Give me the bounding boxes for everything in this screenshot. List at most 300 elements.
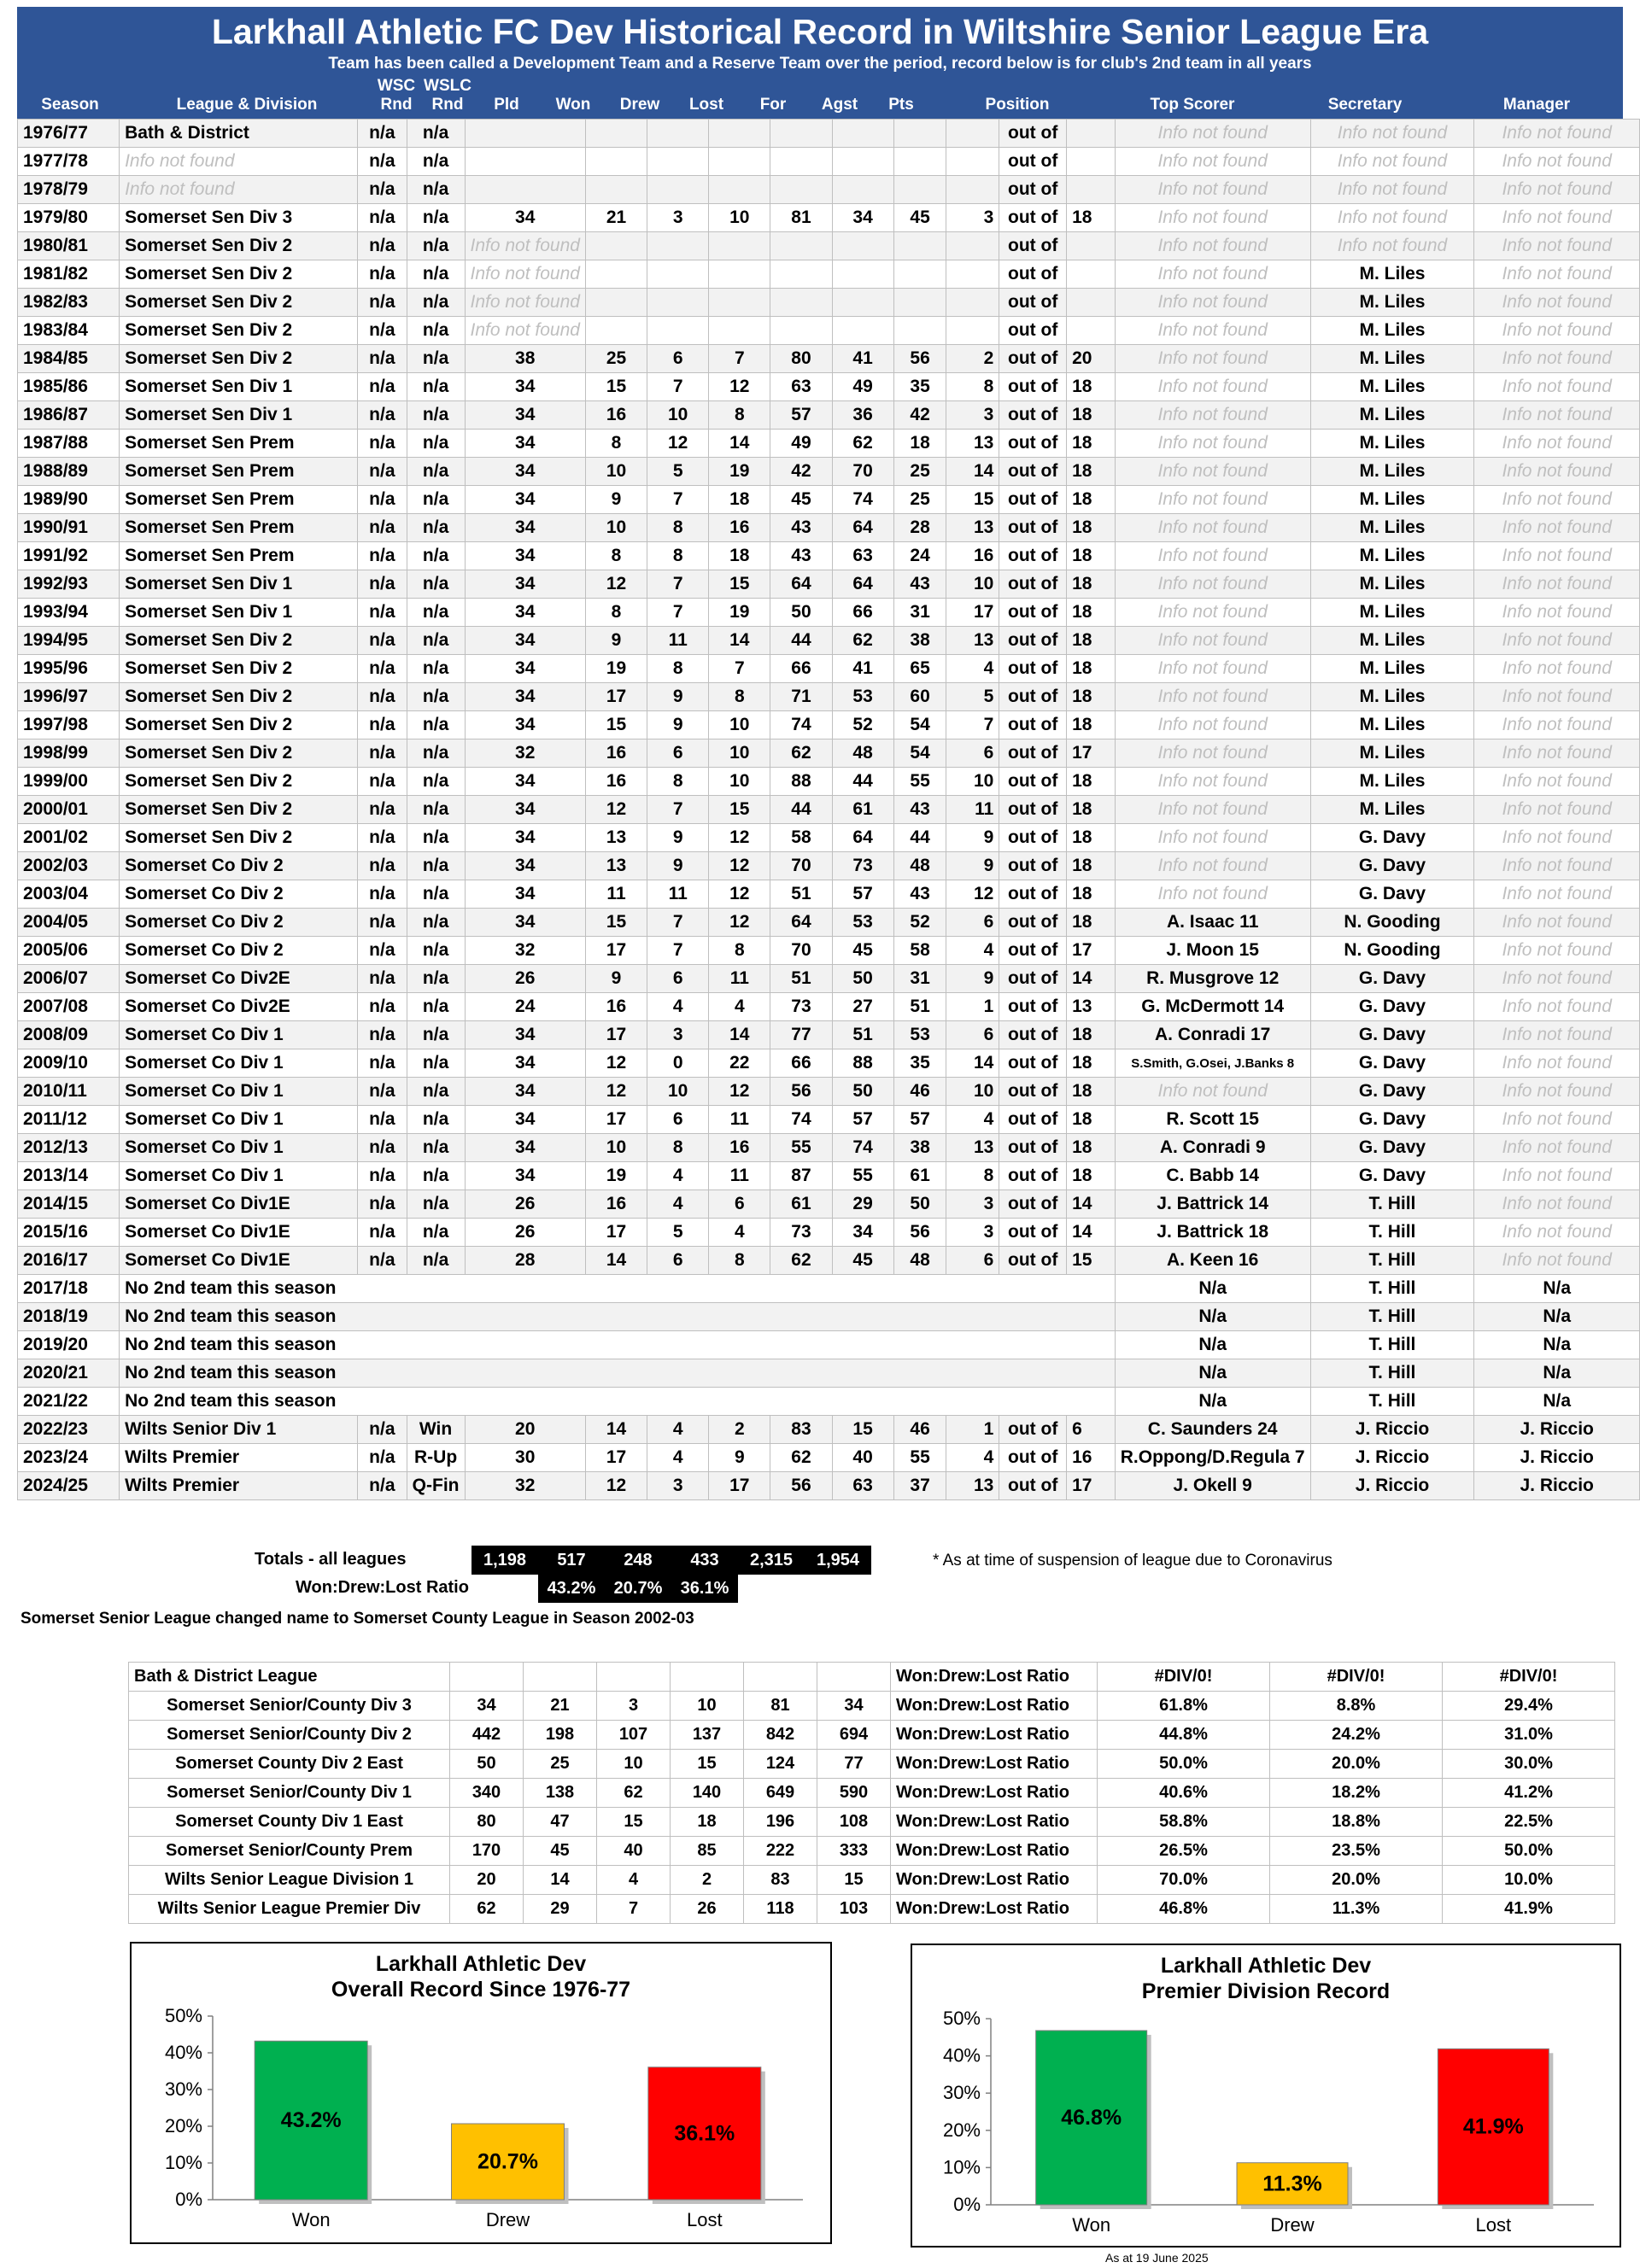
table-cell: 140: [671, 1779, 744, 1808]
table-cell: Somerset Co Div 1: [120, 1021, 358, 1049]
table-cell: 3: [647, 204, 709, 232]
table-cell: 62: [450, 1895, 524, 1924]
col-lost: Lost: [688, 96, 724, 114]
table-cell: 56: [770, 1472, 832, 1500]
table-cell: T. Hill: [1310, 1359, 1474, 1388]
table-cell: 14: [1067, 1190, 1116, 1219]
table-cell: n/a: [407, 1247, 465, 1275]
table-cell: [585, 148, 647, 176]
table-cell: 3: [946, 401, 999, 430]
table-cell: n/a: [407, 796, 465, 824]
table-cell: 9: [585, 486, 647, 514]
table-cell: N. Gooding: [1310, 937, 1474, 965]
table-cell: 0: [647, 1049, 709, 1078]
table-cell: Won:Drew:Lost Ratio: [891, 1866, 1098, 1895]
table-cell: [585, 176, 647, 204]
col-wsc: WSC: [377, 77, 416, 95]
col-league: League & Division: [176, 96, 318, 114]
table-cell: n/a: [358, 1219, 407, 1247]
table-cell: out of: [999, 401, 1067, 430]
chart1-plot: [132, 1944, 830, 2242]
table-cell: [893, 317, 946, 345]
table-cell: Somerset Sen Prem: [120, 542, 358, 570]
table-cell: 12: [585, 1472, 647, 1500]
col-secretary: Secretary: [1327, 96, 1403, 114]
table-cell: 37: [893, 1472, 946, 1500]
table-cell: 222: [744, 1837, 817, 1866]
table-row: [18, 204, 1640, 232]
x-tick-label: Won: [1072, 2214, 1111, 2236]
table-cell: 137: [671, 1721, 744, 1750]
table-cell: 2016/17: [18, 1247, 120, 1275]
table-row: [18, 373, 1640, 401]
table-cell: n/a: [407, 458, 465, 486]
bar-value-label: 43.2%: [280, 2108, 342, 2133]
totals-won: 517: [538, 1546, 605, 1575]
table-row: [18, 1472, 1640, 1500]
table-cell: Won:Drew:Lost Ratio: [891, 1808, 1098, 1837]
table-cell: T. Hill: [1310, 1388, 1474, 1416]
table-cell: 340: [450, 1779, 524, 1808]
table-cell: 83: [770, 1416, 832, 1444]
page-title: Larkhall Athletic FC Dev Historical Record in Wiltshire Senior League Era: [211, 12, 1429, 51]
table-cell: 41: [832, 655, 893, 683]
table-cell: n/a: [407, 514, 465, 542]
table-cell: 18: [1067, 711, 1116, 739]
table-cell: Info not found: [1474, 232, 1640, 260]
table-cell: 50: [832, 965, 893, 993]
bar-value-label: 20.7%: [477, 2149, 538, 2174]
table-cell: 12: [709, 880, 770, 909]
table-cell: 18: [1067, 1134, 1116, 1162]
table-cell: out of: [999, 768, 1067, 796]
table-cell: 12: [946, 880, 999, 909]
table-cell: 12: [709, 1078, 770, 1106]
table-cell: 26.5%: [1098, 1837, 1270, 1866]
table-cell: 17: [585, 937, 647, 965]
table-cell: n/a: [358, 1162, 407, 1190]
table-cell: 70: [770, 852, 832, 880]
table-cell: 15: [709, 796, 770, 824]
table-cell: 7: [647, 937, 709, 965]
table-cell: 7: [647, 796, 709, 824]
table-cell: n/a: [358, 1416, 407, 1444]
table-cell: 2002/03: [18, 852, 120, 880]
table-cell: n/a: [407, 570, 465, 599]
table-cell: 22: [709, 1049, 770, 1078]
table-cell: Info not found: [1474, 176, 1640, 204]
table-cell: n/a: [407, 824, 465, 852]
table-cell: 6: [647, 965, 709, 993]
table-cell: 44: [832, 768, 893, 796]
table-cell: 35: [893, 1049, 946, 1078]
table-cell: 2018/19: [18, 1303, 120, 1331]
table-cell: 18: [1067, 796, 1116, 824]
table-cell: G. Davy: [1310, 1106, 1474, 1134]
table-cell: 61.8%: [1098, 1692, 1270, 1721]
table-row: [18, 599, 1640, 627]
table-cell: 44: [770, 796, 832, 824]
table-cell: M. Liles: [1310, 373, 1474, 401]
ratio-label: Won:Drew:Lost Ratio: [296, 1578, 469, 1597]
table-cell: 6: [1067, 1416, 1116, 1444]
table-cell: 57: [770, 401, 832, 430]
table-cell: [647, 317, 709, 345]
table-row: [18, 1247, 1640, 1275]
table-cell: Info not found: [1474, 1021, 1640, 1049]
table-cell: out of: [999, 937, 1067, 965]
table-cell: n/a: [358, 232, 407, 260]
table-cell: 62: [597, 1779, 671, 1808]
table-cell: 60: [893, 683, 946, 711]
table-cell: 25: [585, 345, 647, 373]
table-cell: 9: [585, 627, 647, 655]
table-cell: Won:Drew:Lost Ratio: [891, 1837, 1098, 1866]
chart1-subtitle: Overall Record Since 1976-77: [331, 1978, 631, 2002]
table-cell: Info not found: [1115, 289, 1310, 317]
table-cell: n/a: [407, 176, 465, 204]
table-cell: 65: [893, 655, 946, 683]
table-row: [18, 317, 1640, 345]
table-cell: G. McDermott 14: [1115, 993, 1310, 1021]
table-cell: 1991/92: [18, 542, 120, 570]
table-cell: 26: [465, 1219, 585, 1247]
table-cell: out of: [999, 993, 1067, 1021]
table-cell: n/a: [358, 1078, 407, 1106]
table-cell: Info not found: [1474, 599, 1640, 627]
table-cell: Somerset Sen Div 3: [120, 204, 358, 232]
table-cell: 14: [709, 627, 770, 655]
table-cell: 18: [1067, 430, 1116, 458]
table-cell: n/a: [407, 937, 465, 965]
table-cell: 41: [832, 345, 893, 373]
table-cell: 53: [893, 1021, 946, 1049]
table-cell: 36: [832, 401, 893, 430]
table-cell: Info not found: [1474, 289, 1640, 317]
table-cell: 11: [647, 627, 709, 655]
table-cell: 1994/95: [18, 627, 120, 655]
table-cell: Wilts Senior League Premier Div: [129, 1895, 450, 1924]
table-cell: 9: [946, 965, 999, 993]
table-cell: 7: [709, 345, 770, 373]
table-cell: [1067, 148, 1116, 176]
table-cell: 42: [770, 458, 832, 486]
table-cell: Win: [407, 1416, 465, 1444]
table-cell: 19: [585, 655, 647, 683]
table-row: [129, 1866, 1615, 1895]
table-cell: M. Liles: [1310, 599, 1474, 627]
table-cell: Somerset Sen Div 1: [120, 599, 358, 627]
table-cell: 2020/21: [18, 1359, 120, 1388]
table-row: [129, 1721, 1615, 1750]
table-cell: 118: [744, 1895, 817, 1924]
table-cell: Somerset County Div 2 East: [129, 1750, 450, 1779]
table-cell: out of: [999, 599, 1067, 627]
table-cell: 28: [893, 514, 946, 542]
table-cell: 7: [597, 1895, 671, 1924]
table-cell: 74: [770, 711, 832, 739]
table-cell: Info not found: [1474, 965, 1640, 993]
table-cell: 34: [465, 852, 585, 880]
table-cell: 15: [946, 486, 999, 514]
table-cell: [709, 232, 770, 260]
y-tick-label: 10%: [164, 2152, 202, 2173]
table-cell: 6: [647, 1247, 709, 1275]
table-cell: Somerset Co Div 1: [120, 1078, 358, 1106]
table-cell: G. Davy: [1310, 1162, 1474, 1190]
table-cell: T. Hill: [1310, 1247, 1474, 1275]
table-cell: [1067, 176, 1116, 204]
table-cell: n/a: [358, 373, 407, 401]
table-row: [18, 260, 1640, 289]
table-cell: M. Liles: [1310, 260, 1474, 289]
table-cell: n/a: [358, 204, 407, 232]
table-cell: 8: [946, 373, 999, 401]
y-tick-label: 50%: [164, 2005, 202, 2026]
table-cell: #DIV/0!: [1270, 1663, 1443, 1692]
table-cell: Bath & District: [120, 120, 358, 148]
premier-division-chart: [911, 1944, 1621, 2248]
y-tick-label: 20%: [164, 2115, 202, 2136]
table-cell: 2007/08: [18, 993, 120, 1021]
table-cell: n/a: [358, 937, 407, 965]
table-cell: Won:Drew:Lost Ratio: [891, 1692, 1098, 1721]
table-cell: 15: [832, 1416, 893, 1444]
table-cell: M. Liles: [1310, 683, 1474, 711]
table-cell: J. Riccio: [1474, 1416, 1640, 1444]
table-cell: Somerset Sen Div 2: [120, 655, 358, 683]
table-cell: No 2nd team this season: [120, 1359, 1116, 1388]
table-cell: 18.8%: [1270, 1808, 1443, 1837]
table-cell: Info not found: [1474, 542, 1640, 570]
table-cell: n/a: [407, 655, 465, 683]
table-cell: out of: [999, 514, 1067, 542]
table-cell: G. Davy: [1310, 1049, 1474, 1078]
table-cell: 64: [832, 824, 893, 852]
table-cell: 30: [465, 1444, 585, 1472]
table-cell: 2021/22: [18, 1388, 120, 1416]
table-cell: 16: [585, 1190, 647, 1219]
table-cell: 4: [647, 1190, 709, 1219]
table-cell: Info not found: [1115, 739, 1310, 768]
table-cell: 3: [647, 1021, 709, 1049]
table-cell: [585, 120, 647, 148]
table-cell: 73: [832, 852, 893, 880]
table-cell: [770, 317, 832, 345]
table-cell: 81: [744, 1692, 817, 1721]
table-cell: 11: [709, 1106, 770, 1134]
table-cell: 1985/86: [18, 373, 120, 401]
table-cell: out of: [999, 542, 1067, 570]
table-row: [18, 570, 1640, 599]
table-cell: 1997/98: [18, 711, 120, 739]
table-cell: 29: [524, 1895, 597, 1924]
table-cell: 1983/84: [18, 317, 120, 345]
table-cell: out of: [999, 1444, 1067, 1472]
table-cell: 4: [709, 993, 770, 1021]
table-cell: 48: [832, 739, 893, 768]
table-cell: G. Davy: [1310, 1021, 1474, 1049]
table-cell: 11: [585, 880, 647, 909]
table-cell: 10.0%: [1443, 1866, 1615, 1895]
table-cell: 20: [450, 1866, 524, 1895]
table-cell: Info not found: [1115, 627, 1310, 655]
table-cell: [893, 289, 946, 317]
table-cell: out of: [999, 1049, 1067, 1078]
table-cell: out of: [999, 1106, 1067, 1134]
table-cell: 4: [647, 1416, 709, 1444]
table-cell: Won:Drew:Lost Ratio: [891, 1779, 1098, 1808]
table-cell: 18: [1067, 486, 1116, 514]
table-cell: N/a: [1115, 1275, 1310, 1303]
table-cell: 10: [585, 514, 647, 542]
totals-for: 2,315: [738, 1546, 805, 1575]
table-cell: n/a: [407, 373, 465, 401]
table-cell: 34: [465, 768, 585, 796]
table-cell: 2022/23: [18, 1416, 120, 1444]
table-cell: n/a: [358, 514, 407, 542]
table-cell: 50: [770, 599, 832, 627]
table-cell: 19: [585, 1162, 647, 1190]
table-cell: 56: [893, 1219, 946, 1247]
table-cell: n/a: [407, 260, 465, 289]
table-cell: 9: [647, 683, 709, 711]
table-row: [18, 739, 1640, 768]
table-cell: Info not found: [1474, 1078, 1640, 1106]
table-cell: 6: [946, 739, 999, 768]
table-cell: out of: [999, 232, 1067, 260]
table-cell: out of: [999, 204, 1067, 232]
table-cell: 1996/97: [18, 683, 120, 711]
table-cell: N. Gooding: [1310, 909, 1474, 937]
table-row: [18, 965, 1640, 993]
table-cell: 38: [893, 627, 946, 655]
table-row: [18, 1021, 1640, 1049]
table-cell: 1982/83: [18, 289, 120, 317]
table-cell: 45: [832, 1247, 893, 1275]
table-cell: Info not found: [1474, 430, 1640, 458]
table-cell: 8: [585, 430, 647, 458]
table-cell: [893, 176, 946, 204]
table-cell: 5: [647, 1219, 709, 1247]
table-cell: 12: [647, 430, 709, 458]
table-cell: Won:Drew:Lost Ratio: [891, 1895, 1098, 1924]
table-cell: [770, 176, 832, 204]
table-cell: 53: [832, 683, 893, 711]
table-cell: Info not found: [1115, 768, 1310, 796]
table-cell: n/a: [407, 880, 465, 909]
bar-value-label: 46.8%: [1061, 2105, 1122, 2130]
table-cell: Somerset Senior/County Div 1: [129, 1779, 450, 1808]
table-cell: 2017/18: [18, 1275, 120, 1303]
table-cell: 7: [709, 655, 770, 683]
table-cell: 26: [465, 965, 585, 993]
table-cell: M. Liles: [1310, 542, 1474, 570]
col-wsc-rnd: Rnd: [380, 96, 413, 114]
table-cell: [770, 120, 832, 148]
table-cell: out of: [999, 458, 1067, 486]
table-cell: 63: [770, 373, 832, 401]
table-cell: 2024/25: [18, 1472, 120, 1500]
table-cell: Somerset Co Div1E: [120, 1190, 358, 1219]
table-cell: 34: [465, 401, 585, 430]
table-cell: out of: [999, 1162, 1067, 1190]
table-cell: T. Hill: [1310, 1219, 1474, 1247]
table-cell: 51: [770, 880, 832, 909]
table-cell: out of: [999, 1078, 1067, 1106]
table-cell: Info not found: [1310, 120, 1474, 148]
table-cell: 45: [893, 204, 946, 232]
table-cell: out of: [999, 627, 1067, 655]
table-cell: n/a: [358, 430, 407, 458]
table-cell: 58.8%: [1098, 1808, 1270, 1837]
table-cell: 32: [465, 1472, 585, 1500]
table-cell: 18: [1067, 655, 1116, 683]
table-cell: 73: [770, 1219, 832, 1247]
table-cell: J. Riccio: [1310, 1416, 1474, 1444]
table-cell: [946, 232, 999, 260]
table-row: [18, 1106, 1640, 1134]
table-cell: Somerset Co Div1E: [120, 1219, 358, 1247]
covid-note: * As at time of suspension of league due to Coronavirus: [933, 1552, 1332, 1569]
table-cell: 18: [1067, 542, 1116, 570]
table-cell: 34: [465, 373, 585, 401]
table-cell: [709, 120, 770, 148]
table-cell: 14: [1067, 1219, 1116, 1247]
table-cell: out of: [999, 289, 1067, 317]
table-cell: J. Riccio: [1474, 1472, 1640, 1500]
table-cell: 8: [585, 599, 647, 627]
table-cell: Info not found: [1474, 937, 1640, 965]
table-row: [18, 486, 1640, 514]
table-cell: 16: [946, 542, 999, 570]
table-cell: 18: [1067, 824, 1116, 852]
table-cell: 15: [1067, 1247, 1116, 1275]
table-cell: 34: [465, 711, 585, 739]
table-cell: 21: [524, 1692, 597, 1721]
table-cell: 19: [709, 599, 770, 627]
table-cell: Somerset County Div 1 East: [129, 1808, 450, 1837]
table-row: [18, 880, 1640, 909]
table-cell: [709, 260, 770, 289]
table-cell: J. Riccio: [1310, 1444, 1474, 1472]
table-cell: 4: [647, 1162, 709, 1190]
table-cell: Info not found: [1474, 909, 1640, 937]
table-cell: 11: [709, 1162, 770, 1190]
table-cell: 45: [524, 1837, 597, 1866]
table-cell: 34: [465, 796, 585, 824]
table-cell: Info not found: [1474, 514, 1640, 542]
table-cell: 15: [585, 909, 647, 937]
table-cell: M. Liles: [1310, 486, 1474, 514]
table-cell: Info not found: [1474, 739, 1640, 768]
table-row: [18, 1388, 1640, 1416]
table-cell: n/a: [407, 1106, 465, 1134]
table-cell: Info not found: [1474, 458, 1640, 486]
table-cell: n/a: [407, 599, 465, 627]
chart2-subtitle: Premier Division Record: [1141, 1979, 1391, 2003]
table-cell: n/a: [358, 289, 407, 317]
bar-value-label: 11.3%: [1262, 2172, 1322, 2196]
table-cell: [647, 260, 709, 289]
table-cell: 88: [770, 768, 832, 796]
table-cell: Info not found: [1474, 796, 1640, 824]
table-cell: n/a: [358, 852, 407, 880]
table-row: [18, 796, 1640, 824]
table-cell: Q-Fin: [407, 1472, 465, 1500]
table-cell: Info not found: [1115, 345, 1310, 373]
ratio-drew: 20.7%: [605, 1574, 671, 1603]
